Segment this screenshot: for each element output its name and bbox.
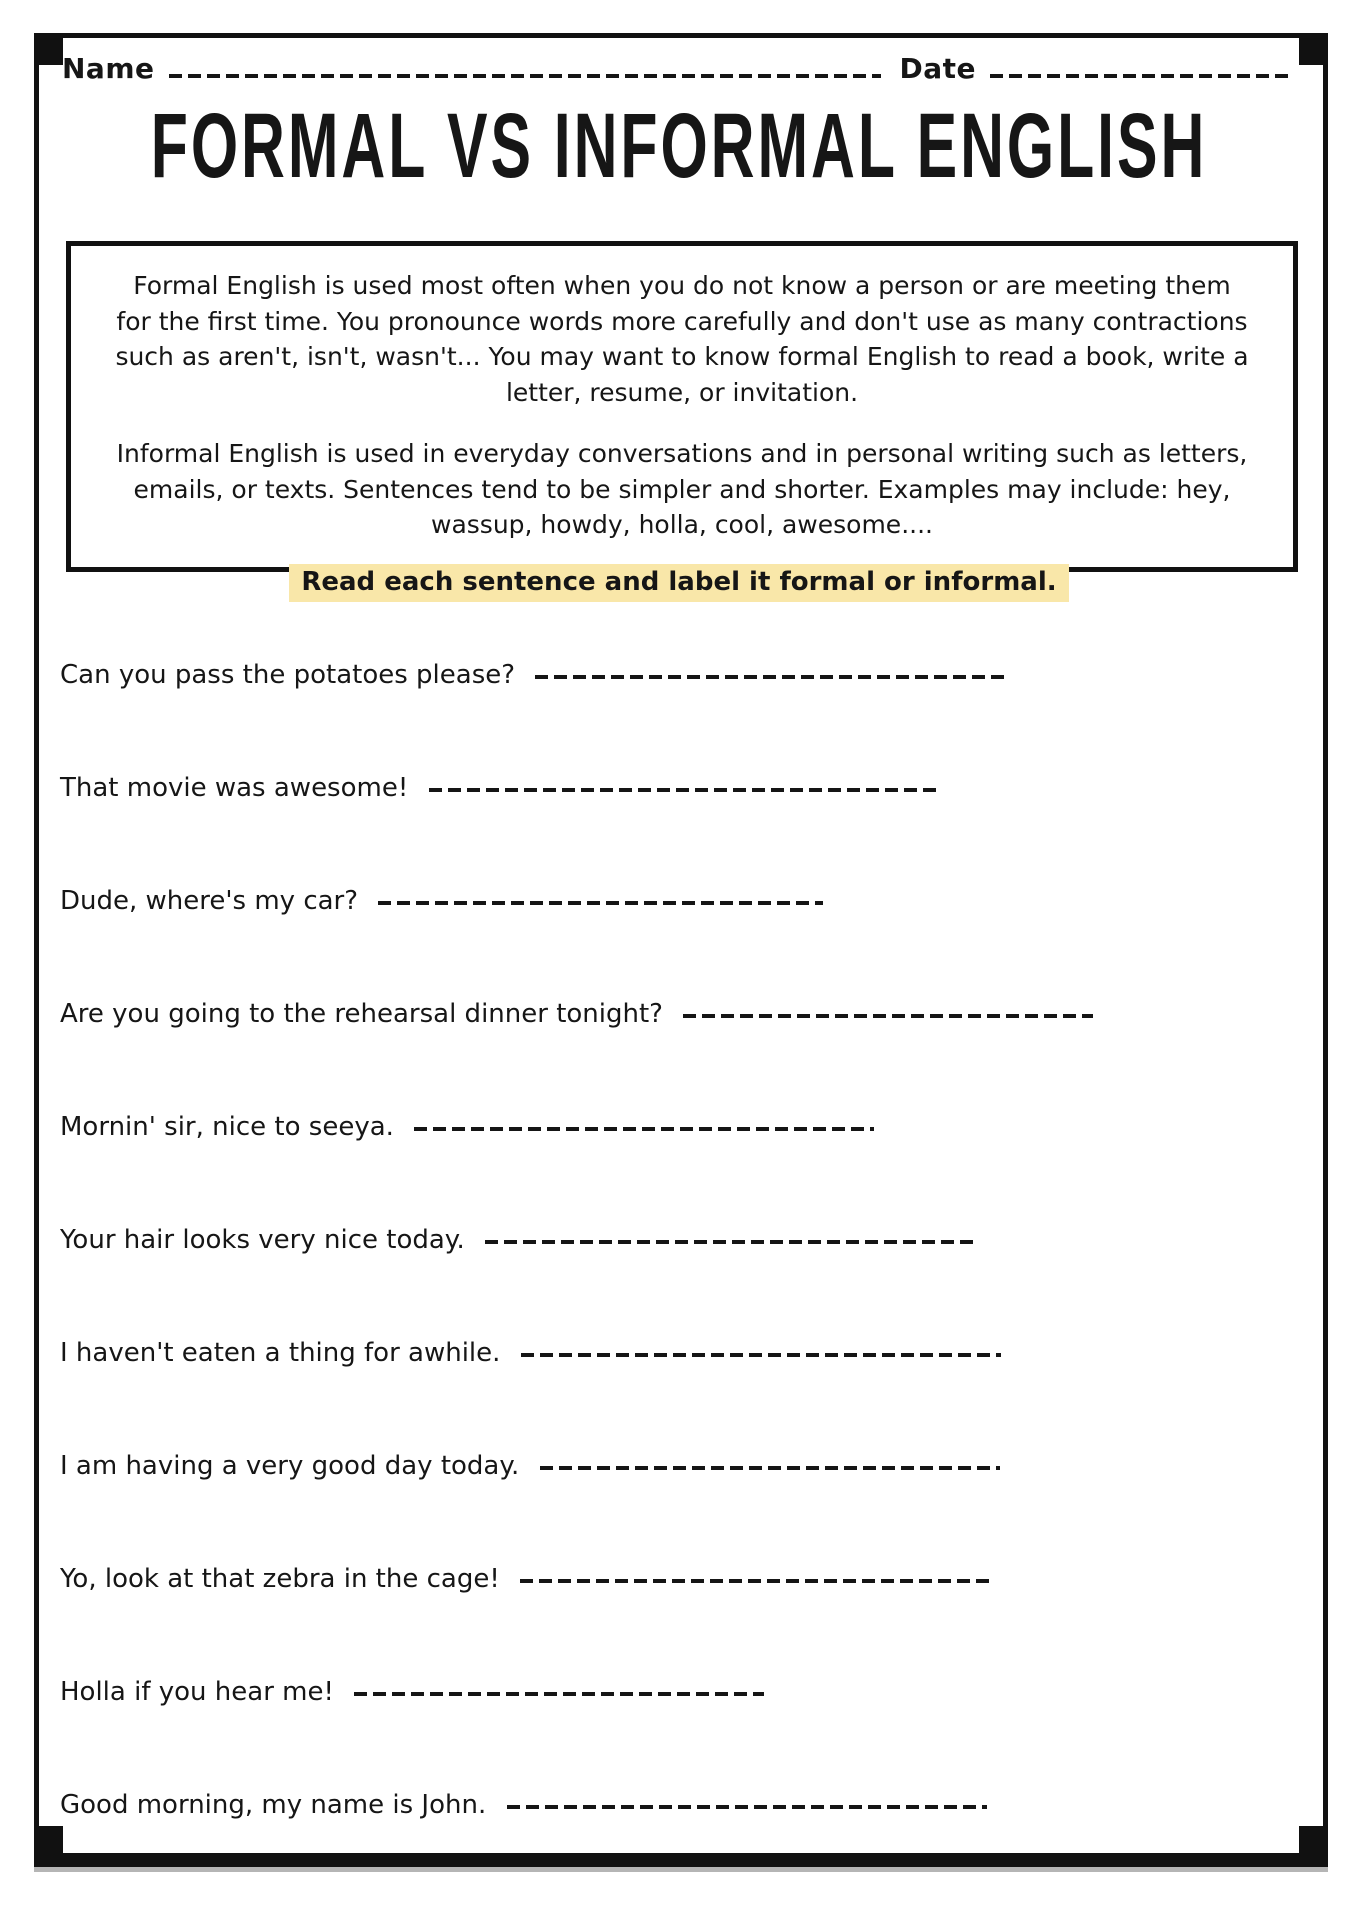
sentence-row [60, 1564, 995, 1594]
header-row [62, 52, 1290, 85]
page-title-text: FORMAL VS INFORMAL ENGLISH [150, 95, 1208, 198]
sentence-text: Yo, look at that zebra in the cage! [60, 1564, 500, 1594]
answer-blank[interactable] [414, 1127, 874, 1131]
instruction-text: Read each sentence and label it formal or informal. [289, 564, 1068, 602]
sentence-row [60, 886, 823, 916]
corner-square-top-left [39, 38, 63, 65]
informal-english-definition: Informal English is used in everyday conversations and in personal writing such as letters, emails, or texts. Sentences tend to be simpler and shorter. Examples may include: hey, wassup, howdy, holla, cool, awesome.... [116, 439, 1248, 539]
corner-square-bottom-right [1299, 1826, 1323, 1853]
sentence-row [60, 660, 1005, 690]
sentence-text: That movie was awesome! [60, 773, 409, 803]
sentence-row [60, 773, 939, 803]
sentence-text: I haven't eaten a thing for awhile. [60, 1338, 501, 1368]
name-input-line[interactable] [169, 74, 882, 78]
definitions-box [66, 241, 1298, 572]
answer-blank[interactable] [378, 901, 823, 905]
corner-square-bottom-left [39, 1826, 63, 1853]
sentence-text: I am having a very good day today. [60, 1451, 520, 1481]
sentence-text: Your hair looks very nice today. [60, 1225, 465, 1255]
sentence-text: Dude, where's my car? [60, 886, 359, 916]
sentence-row [60, 1338, 1001, 1368]
page-title [0, 94, 1358, 198]
answer-blank[interactable] [540, 1466, 1000, 1470]
date-label: Date [899, 52, 976, 85]
name-label: Name [62, 52, 155, 85]
sentence-row [60, 1677, 764, 1707]
answer-blank[interactable] [429, 788, 939, 792]
sentence-text: Good morning, my name is John. [60, 1790, 487, 1820]
sentence-row [60, 999, 1093, 1029]
answer-blank[interactable] [520, 1579, 995, 1583]
answer-blank[interactable] [354, 1692, 764, 1696]
answer-blank[interactable] [683, 1014, 1093, 1018]
sentence-row [60, 1451, 1000, 1481]
corner-square-top-right [1299, 38, 1323, 65]
instruction-row [0, 564, 1358, 602]
sentence-row [60, 1790, 987, 1820]
answer-blank[interactable] [485, 1240, 975, 1244]
sentence-text: Mornin' sir, nice to seeya. [60, 1112, 394, 1142]
answer-blank[interactable] [535, 675, 1005, 679]
answer-blank[interactable] [521, 1353, 1001, 1357]
date-input-line[interactable] [990, 74, 1290, 78]
sentence-row [60, 1112, 874, 1142]
sentence-text: Holla if you hear me! [60, 1677, 334, 1707]
formal-english-definition: Formal English is used most often when you do not know a person or are meeting them for the first time. You pronounce words more carefully and don't use as many contractions such as aren't, isn't, wasn't... You may want to know formal English to read a book, write a letter, resume, or invitation. [115, 271, 1249, 407]
sentence-text: Are you going to the rehearsal dinner tonight? [60, 999, 663, 1029]
sentence-text: Can you pass the potatoes please? [60, 660, 516, 690]
answer-blank[interactable] [507, 1805, 987, 1809]
sentence-row [60, 1225, 975, 1255]
